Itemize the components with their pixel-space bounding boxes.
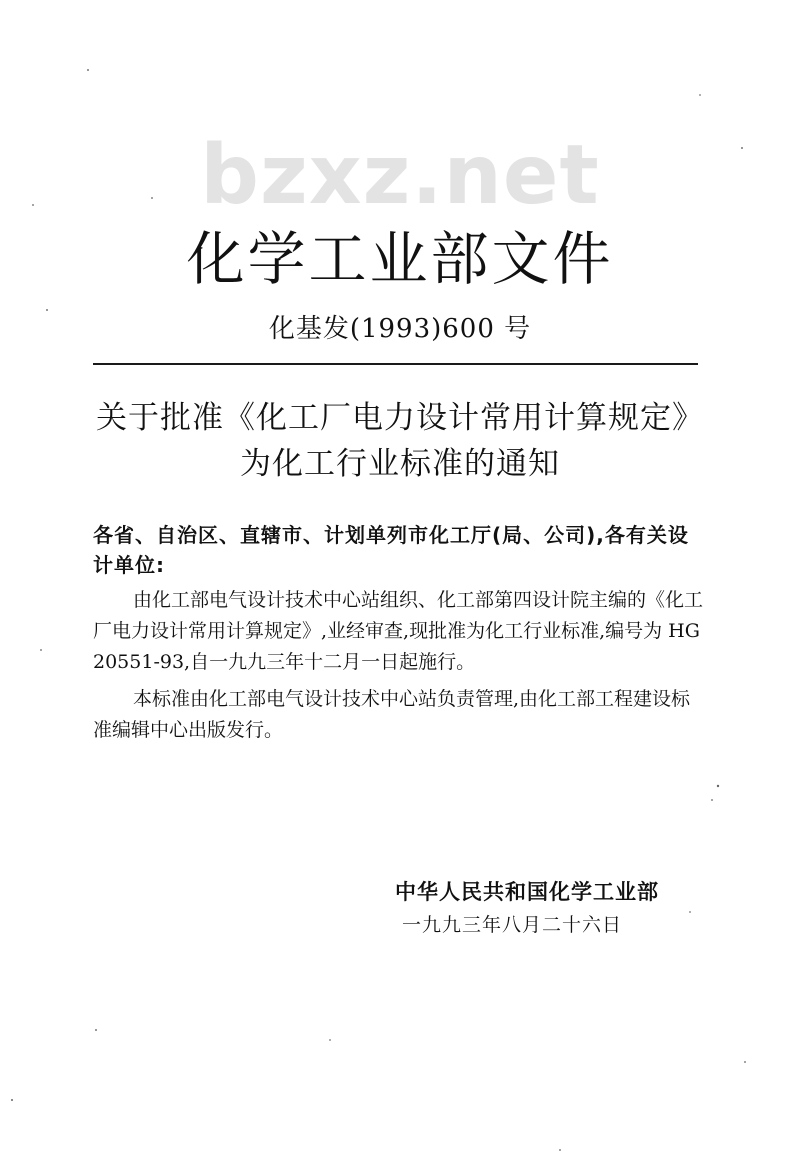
watermark-text: bzxz.net bbox=[200, 128, 600, 223]
issuing-authority: 中华人民共和国化学工业部 bbox=[395, 880, 659, 904]
body-paragraph: 本标准由化工部电气设计技术中心站负责管理,由化工部工程建设标准编辑中心出版发行。 bbox=[93, 688, 691, 741]
notice-title-line-1: 关于批准《化工厂电力设计常用计算规定》 bbox=[96, 400, 704, 436]
issue-date: 一九九三年八月二十六日 bbox=[402, 914, 623, 936]
document-title: 化学工业部文件 bbox=[186, 225, 614, 293]
document-number: 化基发(1993)600 号 bbox=[268, 314, 532, 344]
addressee: 各省、自治区、直辖市、计划单列市化工厅(局、公司),各有关设计单位: bbox=[93, 523, 689, 577]
notice-title-line-2: 为化工行业标准的通知 bbox=[240, 446, 560, 482]
body-paragraph: 由化工部电气设计技术中心站组织、化工部第四设计院主编的《化工厂电力设计常用计算规定》,业经审查,现批准为化工行业标准,编号为 HG 20551-93,自一九九三年十二月一日起施行。 bbox=[93, 589, 704, 673]
header-divider bbox=[93, 363, 698, 365]
